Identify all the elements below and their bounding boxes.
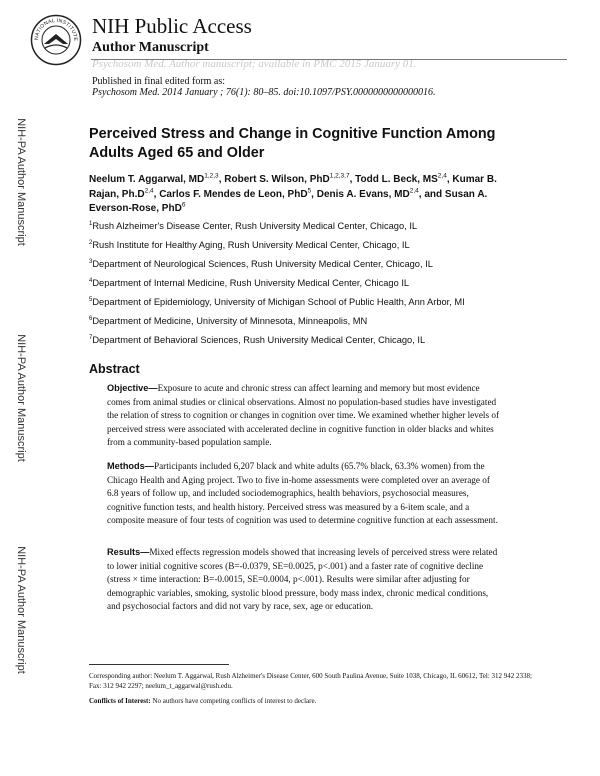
header-title: NIH Public Access	[92, 14, 252, 38]
objective-text: Exposure to acute and chronic stress can affect learning and memory but most evidence comes from animal studies or clinical observations. Almost no population-based studies have investigated the relation of stress to cognition or changes in cognition over time. We examined whether higher levels of perceived stress were associated with accelerated decline in cognitive function in older blacks and whites from a community-based population sample.	[107, 383, 500, 447]
affiliation: $^5$Department of Epidemiology, University of Michigan School of Public Health, Ann Arbor, MI	[89, 296, 465, 307]
citation	[92, 87, 436, 98]
logo-text: NATIONAL INSTITUTE	[33, 18, 79, 42]
conflicts-text: No authors have competing conflicts of interest to declare.	[152, 697, 317, 705]
conflicts-label: Conflicts of Interest:	[89, 697, 151, 705]
sidebar-label-2	[10, 298, 32, 498]
conflicts-of-interest	[89, 697, 539, 705]
results-label: Results—	[107, 547, 150, 557]
author: Susan A. Everson-Rose, PhD$^6$	[89, 188, 488, 215]
header-subtitle: Author Manuscript	[92, 40, 209, 55]
author: Carlos F. Mendes de Leon, PhD$^5$,	[159, 187, 317, 200]
corresponding-author: Corresponding author: Neelum T. Aggarwal, Rush Alzheimer's Disease Center, 600 South Paulina Avenue, Suite 1038, Chicago, IL 60612, Tel: 312 942 2338; Fax: 312 942 2297; neelum_t_aggarwal@rush.edu.	[89, 672, 532, 690]
author: Robert S. Wilson, PhD$^{1,2,3,7}$,	[224, 172, 356, 185]
affiliation: $^4$Department of Internal Medicine, Rush University Medical Center, Chicago IL	[89, 277, 410, 288]
objective-label: Objective—	[107, 383, 158, 393]
methods-text: Participants included 6,207 black and white adults (65.7% black, 63.3% women) from the Chicago Health and Aging project. Two to five in-home assessments were completed over an average of 6.8 years of follow up, and included sociodemographics, health behaviors, psychosocial measures, cognitive function tests, and health history. Perceived stress was measured by a 6-item scale, and a composite measure of four tests of cognition was used to determine cognitive function at each assessment.	[107, 461, 498, 525]
citation-text: Psychosom Med. 2014 January ; 76(1): 80–85. doi:10.1097/PSY.0000000000000016.	[92, 87, 436, 98]
sidebar-label-text: NIH-PA Author Manuscript	[15, 546, 27, 674]
abstract-results	[107, 546, 502, 614]
abstract-heading: Abstract	[89, 362, 140, 376]
affiliation: $^7$Department of Behavioral Sciences, Rush University Medical Center, Chicago, IL	[89, 334, 426, 345]
affiliation: $^2$Rush Institute for Healthy Aging, Rush University Medical Center, Chicago, IL	[89, 239, 410, 250]
sidebar-label-text: NIH-PA Author Manuscript	[15, 118, 27, 246]
affiliation: $^3$Department of Neurological Sciences, Rush University Medical Center, Chicago, IL	[89, 258, 433, 269]
article-title: Perceived Stress and Change in Cognitive Function Among Adults Aged 65 and Older	[89, 126, 496, 161]
journal-availability: Psychosom Med. Author manuscript; available in PMC 2015 January 01.	[92, 58, 417, 70]
abstract-objective	[107, 382, 502, 450]
sidebar-label-text: NIH-PA Author Manuscript	[15, 334, 27, 462]
author: Neelum T. Aggarwal, MD$^{1,2,3}$,	[89, 172, 225, 185]
methods-label: Methods—	[107, 461, 154, 471]
abstract-methods	[107, 460, 502, 528]
nih-logo	[30, 14, 82, 66]
affiliation: $^6$Department of Medicine, University of Minnesota, Minneapolis, MN	[89, 315, 368, 326]
footnote-rule	[89, 664, 229, 665]
author-list	[89, 173, 509, 217]
sidebar-label-3	[10, 510, 32, 710]
results-text: Mixed effects regression models showed that increasing levels of perceived stress were related to lower initial cognitive scores (B=-0.0379, SE=0.0025, p<.001) and a faster rate of cognitive decline (stress × time interaction: B=-0.0015, SE=0.0004, p<.001). Results were similar after adjusting for demographic variables, smoking, systolic blood pressure, body mass index, chronic medical conditions, and psychosocial factors and did not vary by race, sex, age or education.	[107, 547, 498, 611]
sidebar-label-1	[10, 82, 32, 282]
affiliation: $^1$Rush Alzheimer's Disease Center, Rush University Medical Center, Chicago, IL	[89, 220, 418, 231]
author: Todd L. Beck, MS$^{2,4}$,	[355, 172, 453, 185]
author: Denis A. Evans, MD$^{2,4}$, and	[316, 187, 445, 200]
published-in: Published in final edited form as:	[92, 76, 226, 87]
author: Kumar B. Rajan, $Ph.D^{2,4}$,	[89, 174, 497, 200]
